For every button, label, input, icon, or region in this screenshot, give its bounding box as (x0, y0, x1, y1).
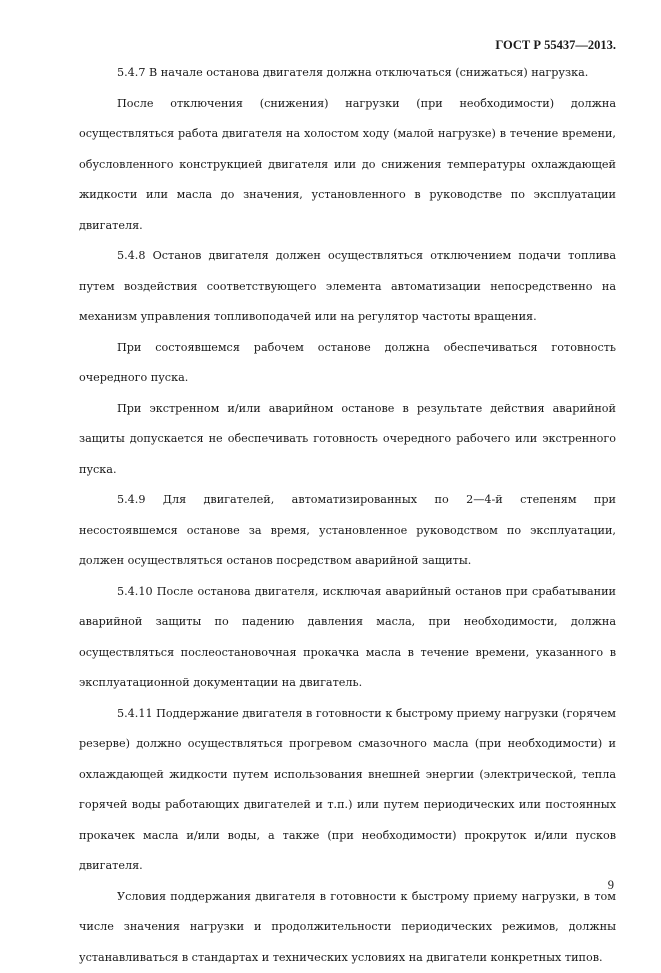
page-number: 9 (608, 878, 614, 893)
paragraph-emergency-stop: При экстренном и/или аварийном останове в результате действия аварийной защиты допускается не обеспечивать готовность очередного рабочего или экстренного пуска. (79, 394, 616, 486)
paragraph-5-4-11: 5.4.11 Поддержание двигателя в готовности к быстрому приему нагрузки (горячем резерве) должно осуществляться прогревом смазочного масла (при необходимости) и охлаждающей жидкости путем использования внешней энергии (электрической, тепла горячей воды работающих двигателей и т.п.) или путем периодических или постоянных прокачек масла и/или воды, а также (при необходимости) прокруток и/или пусков двигателя. (79, 699, 616, 882)
document-id-header: ГОСТ Р 55437—2013. (495, 38, 616, 53)
paragraph-5-4-9: 5.4.9 Для двигателей, автоматизированных по 2—4-й степеням при несостоявшемся останове за время, установленное руководством по эксплуатации, должен осуществляться останов посредством аварийной защиты. (79, 485, 616, 577)
paragraph-after-load-off: После отключения (снижения) нагрузки (при необходимости) должна осуществляться работа двигателя на холостом ходу (малой нагрузке) в течение времени, обусловленного конструкцией двигателя или до снижения температуры охлаждающей жидкости или масла до значения, установленного в руководстве по эксплуатации двигателя. (79, 89, 616, 242)
paragraph-5-4-7: 5.4.7 В начале останова двигателя должна отключаться (снижаться) нагрузка. (79, 58, 616, 89)
paragraph-5-4-10: 5.4.10 После останова двигателя, исключая аварийный останов при срабатывании аварийной защиты по падению давления масла, при необходимости, должна осуществляться послеостановочная прокачка масла в течение времени, указанного в эксплуатационной документации на двигатель. (79, 577, 616, 699)
paragraph-working-stop: При состоявшемся рабочем останове должна обеспечиваться готовность очередного пуска. (79, 333, 616, 394)
paragraph-5-4-8: 5.4.8 Останов двигателя должен осуществляться отключением подачи топлива путем воздействия соответствующего элемента автоматизации непосредственно на механизм управления топливоподачей или на регулятор частоты вращения. (79, 241, 616, 333)
body-text (79, 58, 616, 973)
paragraph-standby-conditions: Условия поддержания двигателя в готовности к быстрому приему нагрузки, в том числе значения нагрузки и продолжительности периодических режимов, должны устанавливаться в стандартах и технических условиях на двигатели конкретных типов. (79, 882, 616, 973)
